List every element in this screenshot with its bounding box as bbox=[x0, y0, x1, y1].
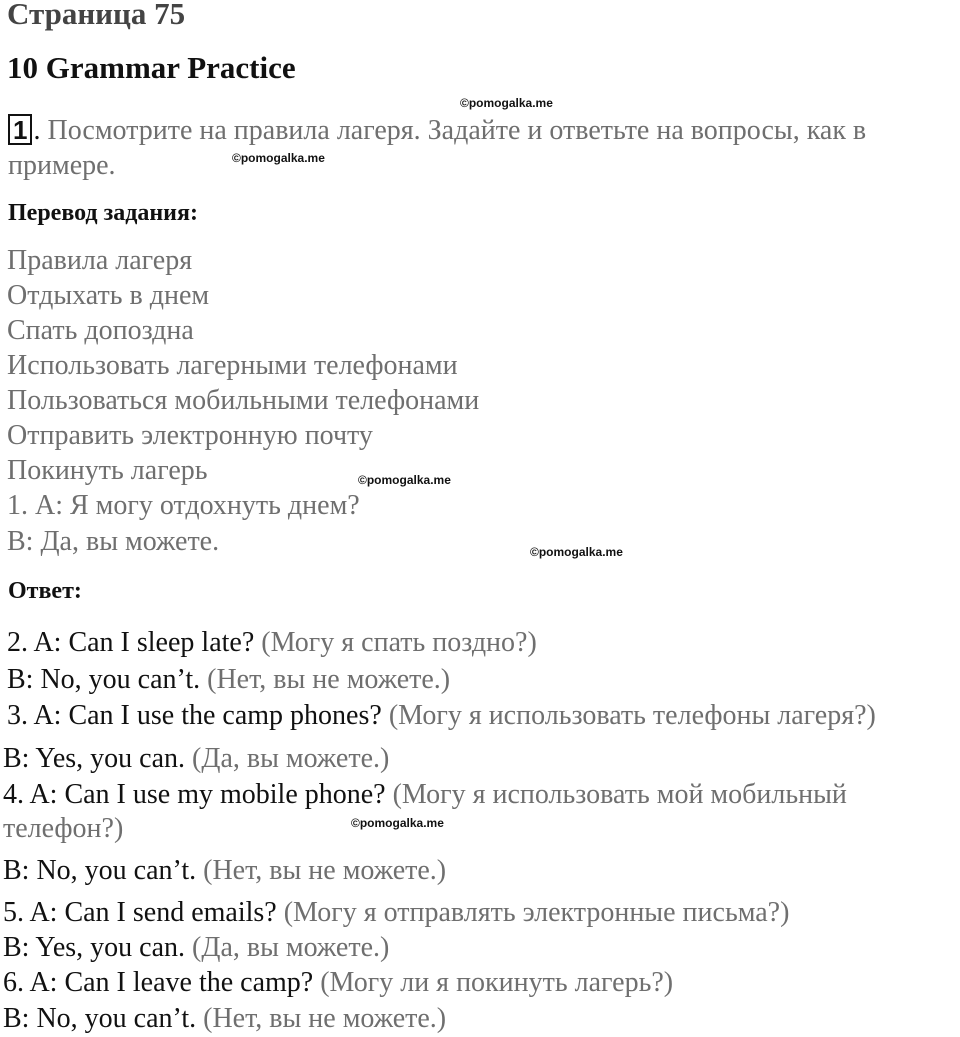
answer-ru: (Нет, вы не можете.) bbox=[196, 1003, 447, 1034]
answer-line bbox=[3, 855, 446, 887]
answer-ru: (Могу я использовать телефоны лагеря?) bbox=[381, 700, 876, 731]
answer-line bbox=[3, 779, 847, 811]
watermark: ©pomogalka.me bbox=[351, 816, 444, 830]
answer-en: B: No, you can’t. bbox=[3, 855, 197, 886]
answer-en: 4. A: Can I use my mobile phone? bbox=[3, 779, 386, 810]
answer-ru: (Могу я использовать мой мобильный bbox=[385, 779, 847, 810]
translation-line: Правила лагеря bbox=[7, 245, 193, 276]
answer-ru: (Да, вы можете.) bbox=[185, 932, 390, 963]
watermark: ©pomogalka.me bbox=[530, 545, 623, 559]
translation-line: Пользоваться мобильными телефонами bbox=[7, 385, 480, 416]
task-text-line1: Посмотрите на правила лагеря. Задайте и ответьте на вопросы, как в bbox=[40, 115, 867, 146]
watermark: ©pomogalka.me bbox=[460, 96, 553, 110]
answer-ru: (Могу ли я покинуть лагерь?) bbox=[313, 967, 674, 998]
answer-en: B: No, you can’t. bbox=[7, 664, 201, 695]
answer-ru: (Могу я спать поздно?) bbox=[254, 627, 537, 658]
translation-heading: Перевод задания: bbox=[8, 200, 198, 226]
answer-line bbox=[7, 664, 450, 696]
answer-line bbox=[7, 627, 537, 659]
page-title: Страница 75 bbox=[7, 0, 186, 31]
answer-line bbox=[7, 700, 876, 732]
answer-line bbox=[3, 897, 789, 929]
answer-en: B: Yes, you can. bbox=[3, 743, 186, 774]
translation-line: Покинуть лагерь bbox=[7, 455, 208, 486]
answer-ru: (Могу я отправлять электронные письма?) bbox=[276, 897, 790, 928]
answer-line bbox=[3, 743, 389, 775]
translation-line: Отправить электронную почту bbox=[7, 420, 373, 451]
answer-line bbox=[3, 932, 389, 964]
answer-ru: (Нет, вы не можете.) bbox=[200, 664, 451, 695]
answer-en: B: Yes, you can. bbox=[3, 932, 186, 963]
answer-line bbox=[3, 967, 673, 999]
translation-line: В: Да, вы можете. bbox=[7, 526, 220, 557]
translation-line: Спать допоздна bbox=[7, 315, 194, 346]
watermark: ©pomogalka.me bbox=[358, 473, 451, 487]
answer-heading: Ответ: bbox=[8, 578, 82, 604]
task-number-dot: . bbox=[33, 115, 41, 146]
answer-ru: (Нет, вы не можете.) bbox=[196, 855, 447, 886]
answer-en: 6. A: Can I leave the camp? bbox=[3, 967, 314, 998]
translation-line: Отдыхать в днем bbox=[7, 280, 210, 311]
answer-line bbox=[3, 813, 123, 845]
answer-en: 5. A: Can I send emails? bbox=[3, 897, 277, 928]
answer-ru: телефон?) bbox=[3, 813, 124, 844]
answer-line bbox=[3, 1003, 446, 1035]
task-instruction bbox=[8, 114, 866, 147]
answer-en: 2. A: Can I sleep late? bbox=[7, 627, 255, 658]
translation-line: 1. А: Я могу отдохнуть днем? bbox=[7, 490, 360, 521]
answer-en: 3. A: Can I use the camp phones? bbox=[7, 700, 382, 731]
translation-line: Использовать лагерными телефонами bbox=[7, 350, 458, 381]
answer-ru: (Да, вы можете.) bbox=[185, 743, 390, 774]
watermark: ©pomogalka.me bbox=[232, 151, 325, 165]
answer-en: B: No, you can’t. bbox=[3, 1003, 197, 1034]
task-number-box: 1 bbox=[8, 114, 32, 145]
section-title: 10 Grammar Practice bbox=[7, 50, 296, 85]
task-text-line2: примере. bbox=[8, 150, 116, 181]
